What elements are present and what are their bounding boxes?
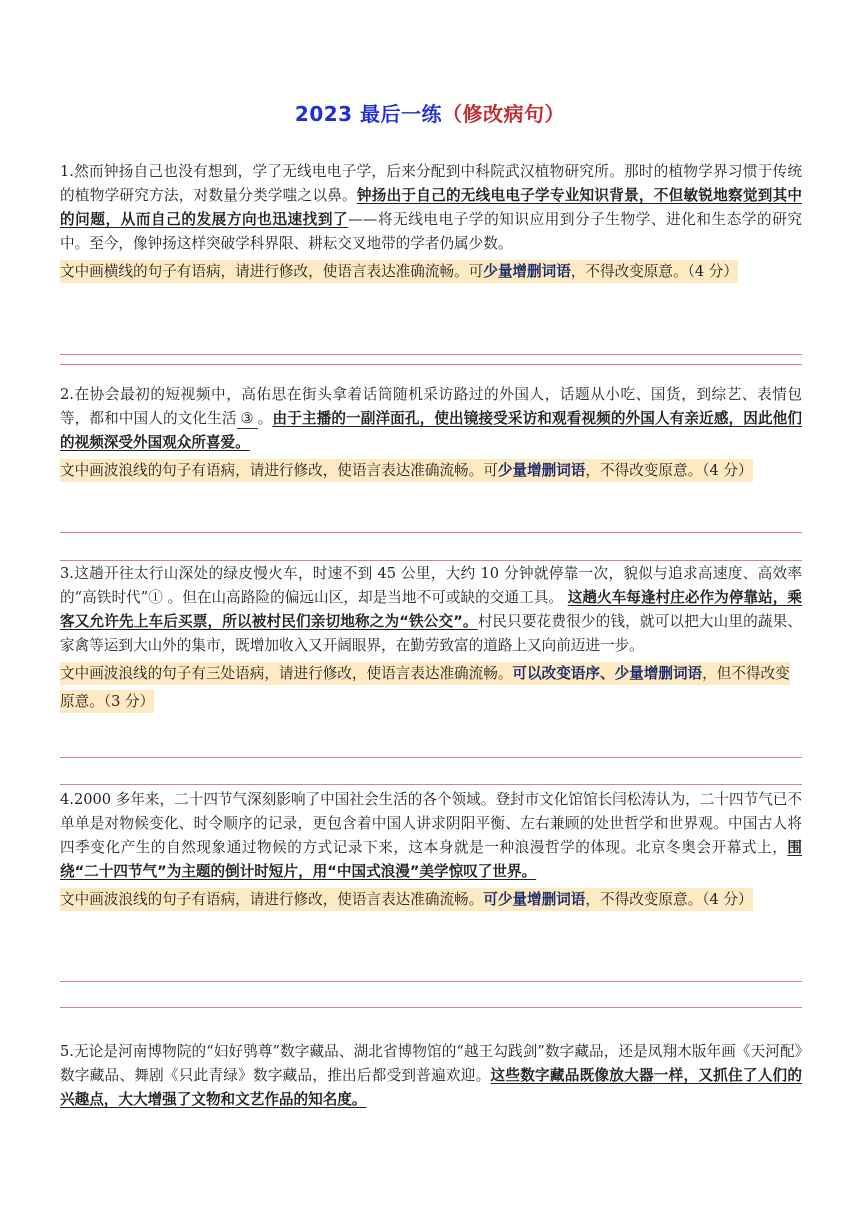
separator-line (60, 1007, 802, 1008)
title-subtitle: （修改病句） (442, 102, 566, 126)
instruction-requirement: 可以改变语序、少量增删词语 (512, 665, 703, 682)
question-instruction (60, 660, 802, 716)
question-5 (60, 1040, 802, 1112)
passage-text: 。 (257, 410, 273, 427)
underlined-sentence: 围绕“二十四节气”为主题的倒计时短片，用“中国式浪漫”美学惊叹了世界。 (60, 839, 802, 880)
answer-line[interactable] (60, 981, 802, 982)
answer-line[interactable] (60, 757, 802, 758)
instruction-text: 文中画波浪线的句子有语病，请进行修改，使语言表达准确流畅。 (60, 891, 484, 908)
underlined-sentence: 钟扬出于自己的无线电电子学专业知识背景，不但敏锐地察觉到其中的问题，从而自己的发展方向也迅速找到了 (60, 187, 802, 228)
underlined-sentence: 这趟火车每逢村庄必作为停靠站，乘客又允许先上车后买票，所以被村民们亲切地称之为“铁公交”。 (60, 589, 802, 630)
separator-line (60, 560, 802, 561)
page-title (0, 98, 860, 127)
underlined-sentence: 由于主播的一副洋面孔，使出镜接受采访和观看视频的外国人有亲近感，因此他们的视频深受外国观众所喜爱。 (60, 410, 802, 451)
underlined-sentence: 这些数字藏品既像放大器一样，又抓住了人们的兴趣点，大大增强了文物和文艺作品的知名度。 (60, 1067, 802, 1108)
instruction-text: 文中画波浪线的句子有三处语病，请进行修改，使语言表达准确流畅。 (60, 665, 513, 682)
passage-text: 2000 多年来，二十四节气深刻影响了中国社会生活的各个领域。登封市文化馆馆长闫松涛认为，二十四节气已不单单是对物候变化、时令顺序的记录，更包含着中国人讲求阴阳平衡、左右兼顾的处世哲学和世界观。中国古人将四季变化产生的自然现象通过物候的方式记录下来，这本身就是一种浪漫哲学的体现。北京冬奥会开幕式上， (60, 791, 802, 856)
instruction-text: 文中画波浪线的句子有语病，请进行修改，使语言表达准确流畅。可 (60, 462, 498, 479)
question-1 (60, 160, 802, 286)
question-2 (60, 383, 802, 485)
passage-text: ——将无线电电子学的知识应用到分子生物学、进化和生态学的研究中。至今，像钟扬这样突破学科界限、耕耘交叉地带的学者仍属少数。 (60, 211, 802, 252)
instruction-text: 文中画横线的句子有语病，请进行修改，使语言表达准确流畅。可 (60, 263, 484, 280)
separator-line (60, 364, 802, 365)
fill-blank[interactable]: ③ (237, 410, 258, 429)
title-main: 2023 最后一练 (294, 102, 443, 126)
question-passage (60, 383, 802, 455)
instruction-text: ，不得改变原意。（4 分） (585, 462, 753, 479)
question-number: 1. (60, 163, 74, 180)
passage-text: 这趟开往太行山深处的绿皮慢火车，时速不到 45 公里，大约 10 分钟就停靠一次，貌似与追求高速度、高效率的“高铁时代”① 。但在山高路险的偏远山区，却是当地不可或缺的交通工具。 (60, 565, 802, 606)
question-passage (60, 1040, 802, 1112)
instruction-text: ，不得改变原意。（4 分） (585, 891, 753, 908)
question-instruction (60, 457, 802, 485)
question-instruction (60, 258, 802, 286)
instruction-requirement: 可少量增删词语 (483, 891, 586, 908)
question-number: 5. (60, 1043, 74, 1060)
question-3 (60, 562, 802, 716)
instruction-text: ，但不得改变原意。（3 分） (60, 665, 790, 710)
separator-line (60, 784, 802, 785)
instruction-requirement: 少量增删词语 (483, 263, 571, 280)
question-number: 4. (60, 791, 74, 808)
passage-text: 然而钟扬自己也没有想到，学了无线电电子学，后来分配到中科院武汉植物研究所。那时的植物学界习惯于传统的植物学研究方法，对数量分类学嗤之以鼻。 (60, 163, 802, 204)
question-passage (60, 160, 802, 256)
answer-line[interactable] (60, 354, 802, 355)
question-passage (60, 788, 802, 884)
passage-text: 无论是河南博物院的“妇好鸮尊”数字藏品、湖北省博物馆的“越王勾践剑”数字藏品，还是凤翔木版年画《天河配》数字藏品、舞剧《只此青绿》数字藏品，推出后都受到普遍欢迎。 (60, 1043, 802, 1084)
instruction-requirement: 少量增删词语 (497, 462, 586, 479)
question-instruction (60, 886, 802, 914)
question-number: 3. (60, 565, 74, 582)
instruction-text: ，不得改变原意。（4 分） (570, 263, 738, 280)
passage-text: 村民只要花费很少的钱，就可以把大山里的蔬果、家禽等运到大山外的集市，既增加收入又开阔眼界，在勤劳致富的道路上又向前迈进一步。 (60, 613, 802, 654)
answer-line[interactable] (60, 532, 802, 533)
question-4 (60, 788, 802, 914)
passage-text: 在协会最初的短视频中，高佑思在街头拿着话筒随机采访路过的外国人，话题从小吃、国货，到综艺、表情包等，都和中国人的文化生活 (60, 386, 802, 427)
question-passage (60, 562, 802, 658)
question-number: 2. (60, 386, 74, 403)
